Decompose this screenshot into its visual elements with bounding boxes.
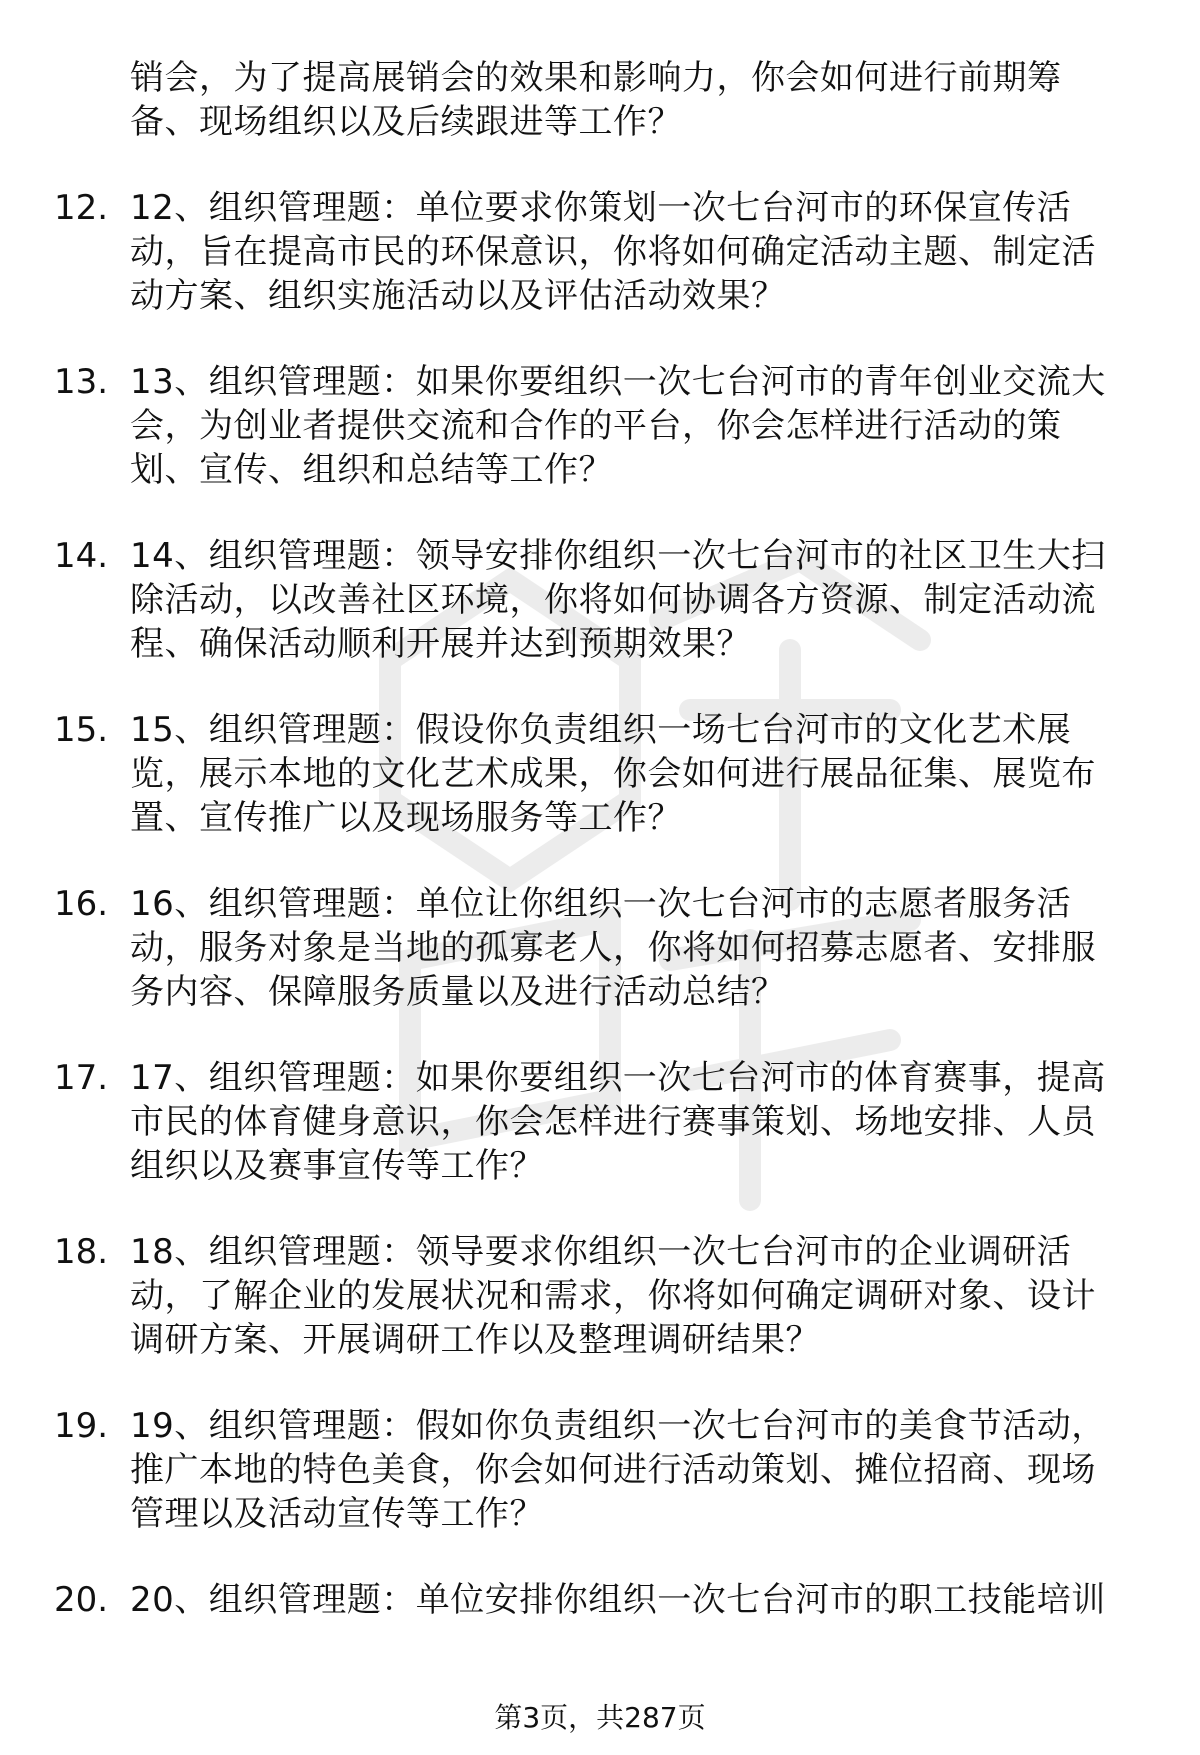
list-item <box>0 1056 1200 1188</box>
list-item <box>0 1404 1200 1536</box>
item-text <box>130 708 1130 840</box>
text-line: 17、组织管理题：如果你要组织一次七台河市的体育赛事，提高 <box>130 1058 1106 1098</box>
item-number: 16. <box>54 884 109 924</box>
item-text <box>130 882 1130 1014</box>
text-line: 动，了解企业的发展状况和需求，你将如何确定调研对象、设计 <box>130 1276 1096 1316</box>
item-number: 18. <box>54 1232 109 1272</box>
list-item <box>0 186 1200 318</box>
list-item <box>0 1230 1200 1362</box>
item-number: 20. <box>54 1580 109 1620</box>
item-text <box>130 186 1130 318</box>
text-line: 15、组织管理题：假设你负责组织一场七台河市的文化艺术展 <box>130 710 1072 750</box>
text-line: 动，服务对象是当地的孤寡老人，你将如何招募志愿者、安排服 <box>130 928 1096 968</box>
item-text <box>130 534 1130 666</box>
text-line: 16、组织管理题：单位让你组织一次七台河市的志愿者服务活 <box>130 884 1072 924</box>
text-line: 13、组织管理题：如果你要组织一次七台河市的青年创业交流大 <box>130 362 1106 402</box>
item-number: 13. <box>54 362 109 402</box>
item-text <box>130 1230 1130 1362</box>
page-footer: 第3页，共287页 <box>494 1701 706 1734</box>
item-number: 19. <box>54 1406 109 1446</box>
list-item <box>0 1578 1200 1622</box>
text-line: 备、现场组织以及后续跟进等工作？ <box>130 102 682 142</box>
list-item-continued <box>0 56 1200 144</box>
text-line: 划、宣传、组织和总结等工作？ <box>130 450 613 490</box>
item-text <box>130 360 1130 492</box>
text-line: 会，为创业者提供交流和合作的平台，你会怎样进行活动的策 <box>130 406 1062 446</box>
text-line: 动方案、组织实施活动以及评估活动效果？ <box>130 276 786 316</box>
list-item <box>0 534 1200 666</box>
text-line: 除活动，以改善社区环境，你将如何协调各方资源、制定活动流 <box>130 580 1096 620</box>
text-line: 调研方案、开展调研工作以及整理调研结果？ <box>130 1320 820 1360</box>
text-line: 18、组织管理题：领导要求你组织一次七台河市的企业调研活 <box>130 1232 1072 1272</box>
text-line: 市民的体育健身意识，你会怎样进行赛事策划、场地安排、人员 <box>130 1102 1096 1142</box>
item-number: 15. <box>54 710 109 750</box>
text-line: 置、宣传推广以及现场服务等工作？ <box>130 798 682 838</box>
text-line: 务内容、保障服务质量以及进行活动总结？ <box>130 972 786 1012</box>
text-line: 12、组织管理题：单位要求你策划一次七台河市的环保宣传活 <box>130 188 1072 228</box>
text-line: 20、组织管理题：单位安排你组织一次七台河市的职工技能培训 <box>130 1580 1106 1620</box>
question-list <box>0 56 1200 1664</box>
item-number: 12. <box>54 188 109 228</box>
item-text <box>130 56 1130 144</box>
text-line: 销会，为了提高展销会的效果和影响力，你会如何进行前期筹 <box>130 58 1062 98</box>
list-item <box>0 360 1200 492</box>
text-line: 推广本地的特色美食，你会如何进行活动策划、摊位招商、现场 <box>130 1450 1096 1490</box>
text-line: 程、确保活动顺利开展并达到预期效果？ <box>130 624 751 664</box>
text-line: 动，旨在提高市民的环保意识，你将如何确定活动主题、制定活 <box>130 232 1096 272</box>
item-text <box>130 1404 1130 1536</box>
text-line: 19、组织管理题：假如你负责组织一次七台河市的美食节活动， <box>130 1406 1106 1446</box>
list-item <box>0 708 1200 840</box>
item-text <box>130 1056 1130 1188</box>
text-line: 览，展示本地的文化艺术成果，你会如何进行展品征集、展览布 <box>130 754 1096 794</box>
item-number: 17. <box>54 1058 109 1098</box>
text-line: 管理以及活动宣传等工作？ <box>130 1494 544 1534</box>
text-line: 14、组织管理题：领导安排你组织一次七台河市的社区卫生大扫 <box>130 536 1106 576</box>
text-line: 组织以及赛事宣传等工作？ <box>130 1146 544 1186</box>
item-text <box>130 1578 1130 1622</box>
item-number: 14. <box>54 536 109 576</box>
list-item <box>0 882 1200 1014</box>
